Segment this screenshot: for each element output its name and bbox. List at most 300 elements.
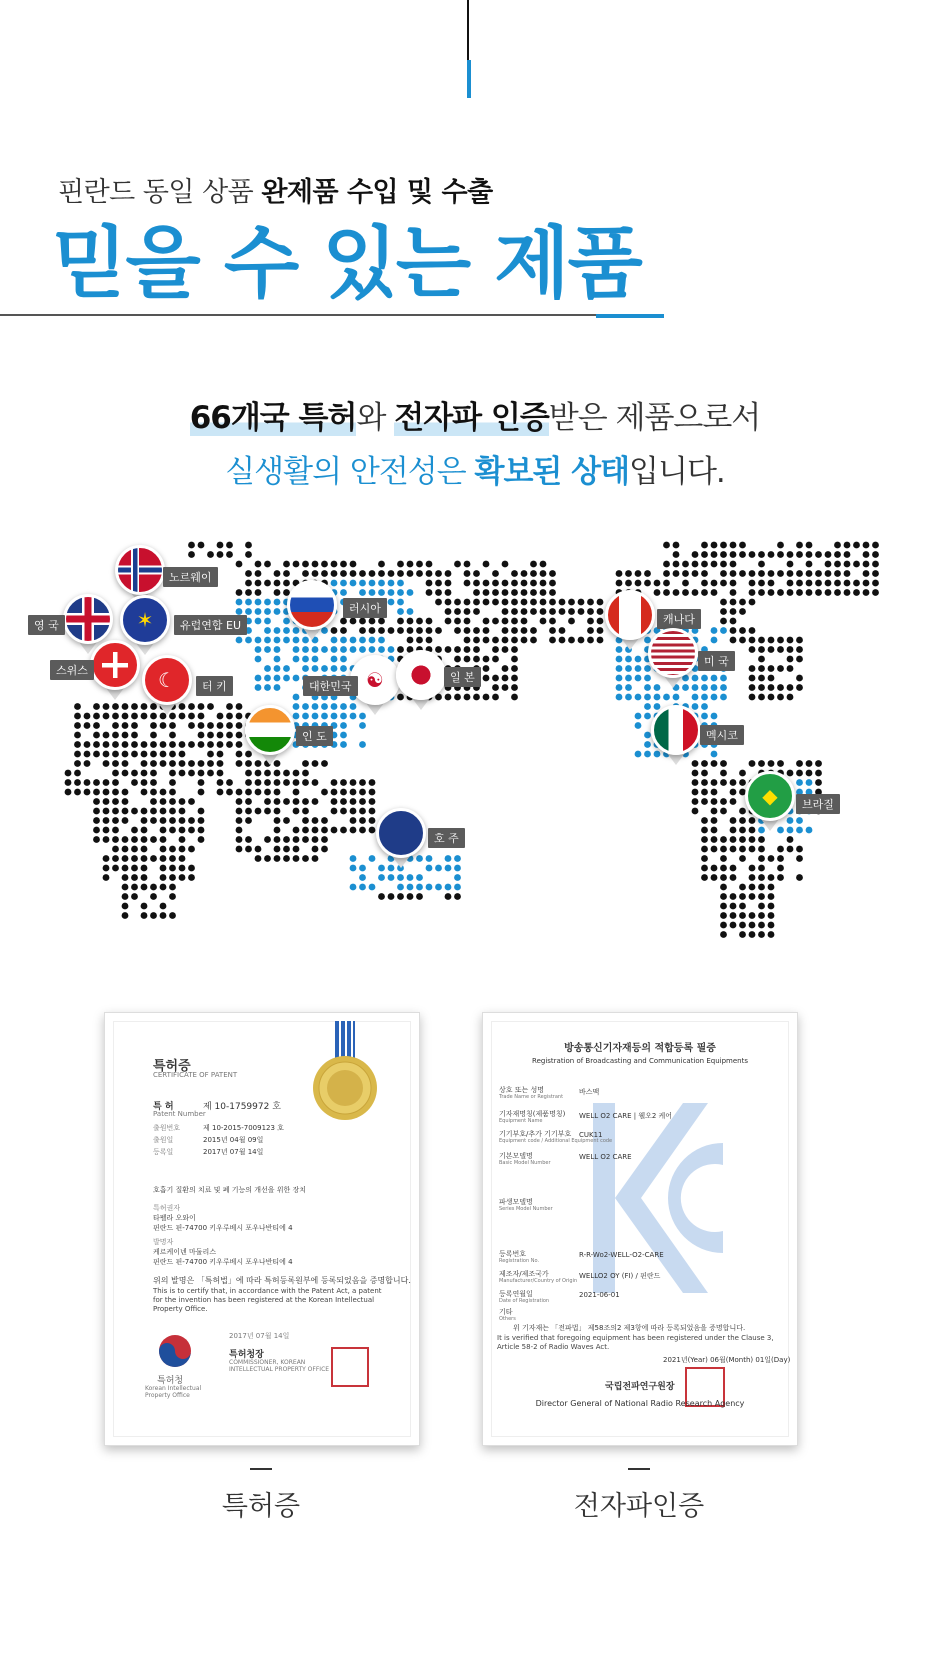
- map-dot: [245, 836, 252, 843]
- map-dot: [511, 570, 518, 577]
- map-dot: [255, 656, 262, 663]
- map-dot: [150, 798, 157, 805]
- map-dot: [198, 808, 205, 815]
- map-dot: [150, 912, 157, 919]
- map-dot: [293, 779, 300, 786]
- map-dot: [283, 855, 290, 862]
- map-dot: [730, 637, 737, 644]
- map-dot: [540, 608, 547, 615]
- map-dot: [454, 656, 461, 663]
- map-dot: [815, 589, 822, 596]
- map-dot: [796, 827, 803, 834]
- map-dot: [255, 779, 262, 786]
- map-dot: [749, 675, 756, 682]
- mexico-flag-icon: [651, 705, 701, 755]
- kc-row-label: 기본모델명: [499, 1152, 533, 1160]
- map-dot: [150, 760, 157, 767]
- kc-row-sub: Series Model Number: [499, 1206, 553, 1212]
- map-dot: [483, 675, 490, 682]
- map-dot: [711, 542, 718, 549]
- map-dot: [768, 760, 775, 767]
- map-dot: [454, 884, 461, 891]
- map-dot: [226, 703, 233, 710]
- map-dot: [796, 637, 803, 644]
- map-dot: [844, 570, 851, 577]
- map-dot: [236, 817, 243, 824]
- map-dot: [749, 637, 756, 644]
- intro-line-1: 66개국 특허와 전자파 인증받은 제품으로서: [189, 400, 761, 436]
- map-dot: [616, 580, 623, 587]
- map-dot: [502, 599, 509, 606]
- map-dot: [407, 893, 414, 900]
- map-dot: [692, 589, 699, 596]
- map-dot: [236, 599, 243, 606]
- map-dot: [464, 570, 471, 577]
- map-dot: [302, 817, 309, 824]
- map-dot: [739, 608, 746, 615]
- map-dot: [796, 846, 803, 853]
- map-dot: [416, 884, 423, 891]
- map-dot: [131, 827, 138, 834]
- map-dot: [312, 561, 319, 568]
- map-dot: [65, 789, 72, 796]
- map-dot: [321, 570, 328, 577]
- map-dot: [169, 789, 176, 796]
- map-dot: [711, 751, 718, 758]
- map-dot: [359, 884, 366, 891]
- map-dot: [454, 865, 461, 872]
- map-dot: [711, 817, 718, 824]
- map-dot: [255, 675, 262, 682]
- map-dot: [568, 599, 575, 606]
- map-dot: [815, 779, 822, 786]
- map-dot: [758, 846, 765, 853]
- map-dot: [426, 865, 433, 872]
- map-dot: [673, 694, 680, 701]
- map-dot: [787, 637, 794, 644]
- map-dot: [312, 570, 319, 577]
- map-dot: [93, 789, 100, 796]
- map-dot: [768, 551, 775, 558]
- kc-row-value: 바스맥: [579, 1088, 600, 1096]
- map-dot: [312, 713, 319, 720]
- map-dot: [863, 561, 870, 568]
- map-dot: [207, 551, 214, 558]
- map-dot: [473, 627, 480, 634]
- map-dot: [331, 703, 338, 710]
- map-dot: [369, 627, 376, 634]
- map-dot: [844, 580, 851, 587]
- map-dot: [74, 732, 81, 739]
- map-dot: [435, 570, 442, 577]
- map-dot: [768, 893, 775, 900]
- map-dot: [397, 893, 404, 900]
- map-dot: [825, 561, 832, 568]
- map-dot: [483, 599, 490, 606]
- map-dot: [207, 732, 214, 739]
- map-dot: [473, 580, 480, 587]
- map-dot: [777, 570, 784, 577]
- map-dot: [720, 874, 727, 881]
- map-dot: [492, 646, 499, 653]
- map-dot: [663, 542, 670, 549]
- map-dot: [169, 827, 176, 834]
- map-dot: [245, 760, 252, 767]
- kc-row-sub: Others: [499, 1316, 516, 1322]
- map-dot: [369, 827, 376, 834]
- map-dot: [160, 912, 167, 919]
- map-dot: [426, 627, 433, 634]
- map-dot: [169, 865, 176, 872]
- map-dot: [644, 580, 651, 587]
- map-dot: [340, 665, 347, 672]
- map-dot: [739, 570, 746, 577]
- map-dot: [720, 580, 727, 587]
- map-dot: [274, 675, 281, 682]
- map-dot: [302, 760, 309, 767]
- map-dot: [625, 580, 632, 587]
- map-dot: [758, 874, 765, 881]
- map-dot: [483, 694, 490, 701]
- map-dot: [777, 760, 784, 767]
- map-dot: [720, 599, 727, 606]
- map-dot: [321, 846, 328, 853]
- map-dot: [464, 637, 471, 644]
- map-dot: [445, 618, 452, 625]
- map-dot: [749, 817, 756, 824]
- map-dot: [749, 846, 756, 853]
- map-dot: [673, 542, 680, 549]
- map-dot: [787, 694, 794, 701]
- map-dot: [359, 798, 366, 805]
- map-dot: [616, 694, 623, 701]
- patent-row-value: 제 10-1759972 호: [203, 1102, 281, 1112]
- map-dot: [293, 789, 300, 796]
- map-dot: [768, 912, 775, 919]
- map-dot: [169, 912, 176, 919]
- map-dot: [445, 599, 452, 606]
- map-dot: [264, 855, 271, 862]
- map-dot: [369, 589, 376, 596]
- map-dot: [122, 893, 129, 900]
- map-dot: [378, 580, 385, 587]
- map-dot: [635, 570, 642, 577]
- map-dot: [264, 684, 271, 691]
- map-dot: [796, 760, 803, 767]
- map-dot: [103, 827, 110, 834]
- map-dot: [635, 694, 642, 701]
- map-dot: [730, 570, 737, 577]
- map-dot: [179, 817, 186, 824]
- map-dot: [359, 618, 366, 625]
- map-dot: [796, 542, 803, 549]
- map-dot: [359, 589, 366, 596]
- map-dot: [169, 770, 176, 777]
- map-dot: [350, 798, 357, 805]
- map-dot: [378, 589, 385, 596]
- map-dot: [236, 798, 243, 805]
- map-dot: [483, 589, 490, 596]
- map-dot: [720, 618, 727, 625]
- country-label: 터 키: [196, 676, 233, 696]
- map-dot: [359, 874, 366, 881]
- map-dot: [169, 874, 176, 881]
- map-dot: [122, 808, 129, 815]
- map-dot: [730, 608, 737, 615]
- map-dot: [217, 741, 224, 748]
- map-dot: [312, 760, 319, 767]
- map-dot: [369, 637, 376, 644]
- map-dot: [616, 665, 623, 672]
- map-dot: [863, 589, 870, 596]
- map-dot: [777, 865, 784, 872]
- map-dot: [264, 646, 271, 653]
- map-dot: [445, 580, 452, 587]
- map-dot: [122, 741, 129, 748]
- map-dot: [815, 760, 822, 767]
- map-dot: [112, 751, 119, 758]
- map-dot: [131, 808, 138, 815]
- map-dot: [445, 694, 452, 701]
- map-dot: [274, 570, 281, 577]
- map-dot: [701, 798, 708, 805]
- map-dot: [701, 703, 708, 710]
- map-dot: [369, 884, 376, 891]
- map-dot: [245, 599, 252, 606]
- map-dot: [711, 779, 718, 786]
- map-dot: [720, 561, 727, 568]
- map-dot: [416, 874, 423, 881]
- map-dot: [283, 618, 290, 625]
- map-dot: [103, 798, 110, 805]
- map-dot: [416, 637, 423, 644]
- map-dot: [122, 846, 129, 853]
- map-dot: [150, 741, 157, 748]
- map-dot: [141, 770, 148, 777]
- map-dot: [806, 589, 813, 596]
- map-dot: [863, 570, 870, 577]
- map-dot: [492, 570, 499, 577]
- map-dot: [397, 589, 404, 596]
- map-dot: [521, 608, 528, 615]
- map-dot: [274, 779, 281, 786]
- patent-title: 특허증: [153, 1059, 191, 1074]
- country-label: 브라질: [796, 794, 840, 814]
- map-dot: [787, 817, 794, 824]
- map-dot: [131, 874, 138, 881]
- map-dot: [521, 618, 528, 625]
- map-dot: [331, 570, 338, 577]
- map-dot: [103, 817, 110, 824]
- map-dot: [502, 684, 509, 691]
- map-dot: [255, 770, 262, 777]
- map-dot: [122, 855, 129, 862]
- map-dot: [255, 855, 262, 862]
- map-dot: [169, 808, 176, 815]
- map-dot: [141, 808, 148, 815]
- map-dot: [378, 561, 385, 568]
- map-dot: [93, 741, 100, 748]
- map-dot: [787, 570, 794, 577]
- map-dot: [454, 627, 461, 634]
- map-dot: [749, 827, 756, 834]
- map-dot: [616, 570, 623, 577]
- map-dot: [302, 656, 309, 663]
- map-dot: [293, 836, 300, 843]
- map-dot: [274, 770, 281, 777]
- patent-holder: 타펠라 오와이: [153, 1214, 196, 1222]
- map-dot: [264, 608, 271, 615]
- map-dot: [701, 874, 708, 881]
- map-dot: [787, 551, 794, 558]
- map-dot: [530, 637, 537, 644]
- map-dot: [597, 637, 604, 644]
- map-dot: [787, 561, 794, 568]
- map-dot: [521, 637, 528, 644]
- map-dot: [84, 722, 91, 729]
- map-dot: [160, 855, 167, 862]
- kc-issuer: 국립전파연구원장: [605, 1382, 675, 1392]
- map-dot: [473, 599, 480, 606]
- map-dot: [492, 684, 499, 691]
- map-dot: [378, 627, 385, 634]
- map-dot: [768, 884, 775, 891]
- patent-inventor-address: 핀란드 핀-74700 키우루베시 포우나반티에 4: [153, 1258, 293, 1266]
- map-dot: [730, 551, 737, 558]
- map-dot: [863, 580, 870, 587]
- eu-flag-icon: [120, 595, 170, 645]
- map-dot: [179, 798, 186, 805]
- map-dot: [435, 627, 442, 634]
- map-dot: [293, 855, 300, 862]
- map-dot: [264, 779, 271, 786]
- map-dot: [825, 570, 832, 577]
- map-dot: [454, 599, 461, 606]
- map-dot: [188, 741, 195, 748]
- patent-row-sub: Patent Number: [153, 1110, 206, 1118]
- map-dot: [492, 675, 499, 682]
- map-dot: [730, 922, 737, 929]
- map-dot: [359, 789, 366, 796]
- map-dot: [777, 684, 784, 691]
- map-dot: [65, 770, 72, 777]
- map-dot: [188, 760, 195, 767]
- map-dot: [521, 580, 528, 587]
- map-dot: [255, 580, 262, 587]
- map-dot: [502, 561, 509, 568]
- map-dot: [777, 646, 784, 653]
- map-dot: [540, 561, 547, 568]
- map-dot: [160, 865, 167, 872]
- map-dot: [749, 874, 756, 881]
- map-dot: [511, 694, 518, 701]
- map-dot: [112, 855, 119, 862]
- map-dot: [179, 874, 186, 881]
- map-dot: [131, 732, 138, 739]
- map-dot: [654, 589, 661, 596]
- map-dot: [834, 561, 841, 568]
- map-dot: [245, 570, 252, 577]
- map-dot: [340, 656, 347, 663]
- map-dot: [112, 817, 119, 824]
- map-dot: [739, 836, 746, 843]
- kc-statement: 위 기자재는 「전파법」 제58조의2 제3항에 따라 등록되었음을 증명합니다.: [513, 1324, 746, 1332]
- map-dot: [445, 570, 452, 577]
- map-dot: [834, 542, 841, 549]
- map-dot: [711, 836, 718, 843]
- map-dot: [122, 751, 129, 758]
- map-dot: [701, 817, 708, 824]
- map-dot: [141, 713, 148, 720]
- kc-row-label: 제조자/제조국가: [499, 1270, 549, 1278]
- map-dot: [844, 542, 851, 549]
- map-dot: [730, 903, 737, 910]
- map-dot: [559, 608, 566, 615]
- patent-title-en: CERTIFICATE OF PATENT: [153, 1071, 238, 1079]
- map-dot: [112, 789, 119, 796]
- map-dot: [749, 646, 756, 653]
- map-dot: [264, 627, 271, 634]
- map-dot: [207, 751, 214, 758]
- map-dot: [340, 713, 347, 720]
- map-dot: [654, 580, 661, 587]
- map-dot: [397, 694, 404, 701]
- map-dot: [131, 855, 138, 862]
- map-dot: [340, 580, 347, 587]
- map-dot: [720, 542, 727, 549]
- map-dot: [454, 646, 461, 653]
- map-dot: [141, 703, 148, 710]
- map-dot: [160, 760, 167, 767]
- map-dot: [112, 741, 119, 748]
- map-dot: [350, 855, 357, 862]
- map-dot: [84, 789, 91, 796]
- map-dot: [473, 646, 480, 653]
- map-dot: [730, 561, 737, 568]
- map-dot: [160, 836, 167, 843]
- map-dot: [711, 675, 718, 682]
- map-dot: [312, 665, 319, 672]
- map-dot: [293, 798, 300, 805]
- map-dot: [283, 798, 290, 805]
- map-dot: [245, 798, 252, 805]
- map-dot: [720, 903, 727, 910]
- map-dot: [644, 751, 651, 758]
- map-dot: [758, 656, 765, 663]
- map-dot: [654, 703, 661, 710]
- map-dot: [264, 798, 271, 805]
- map-dot: [435, 884, 442, 891]
- map-dot: [540, 580, 547, 587]
- map-dot: [625, 665, 632, 672]
- map-dot: [340, 808, 347, 815]
- map-dot: [293, 646, 300, 653]
- map-dot: [198, 827, 205, 834]
- map-dot: [701, 542, 708, 549]
- kc-watermark-icon: [593, 1103, 723, 1293]
- map-dot: [122, 903, 129, 910]
- map-dot: [720, 694, 727, 701]
- map-dot: [131, 884, 138, 891]
- map-dot: [274, 637, 281, 644]
- map-dot: [464, 580, 471, 587]
- map-dot: [739, 637, 746, 644]
- country-label: 대한민국: [303, 676, 358, 696]
- map-dot: [350, 884, 357, 891]
- map-dot: [131, 846, 138, 853]
- map-dot: [179, 713, 186, 720]
- map-dot: [559, 599, 566, 606]
